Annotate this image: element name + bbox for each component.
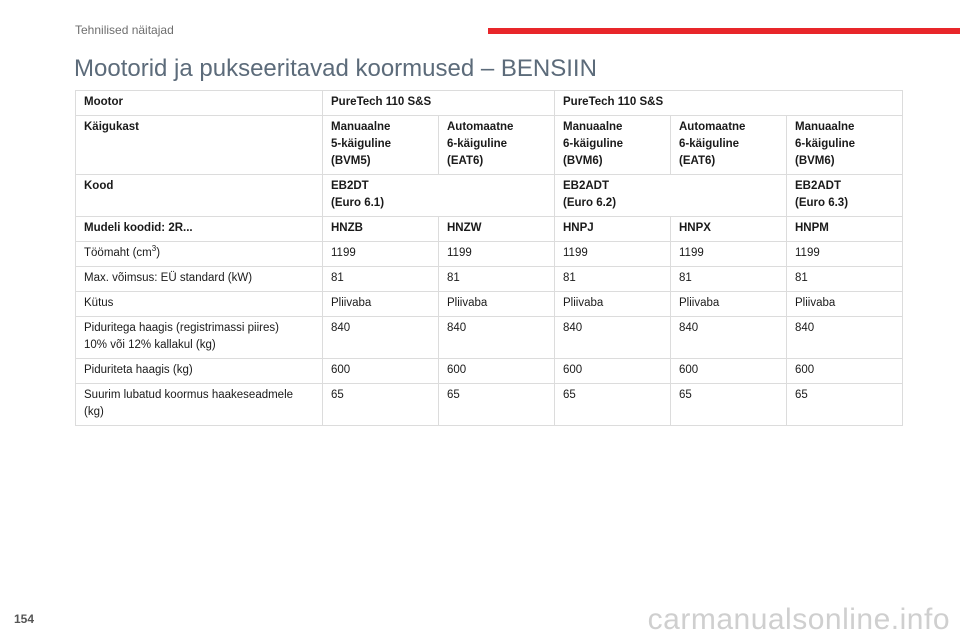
gearbox-value: Automaatne 6-käiguline (EAT6) — [671, 116, 787, 175]
table-row-code — [76, 175, 903, 217]
row-value: Pliivaba — [439, 292, 555, 317]
row-value: 65 — [323, 384, 439, 426]
model-value: HNZW — [439, 217, 555, 242]
row-value: 81 — [671, 267, 787, 292]
row-value: Pliivaba — [555, 292, 671, 317]
model-label: Mudeli koodid: 2R... — [76, 217, 323, 242]
code-value: EB2DT (Euro 6.1) — [323, 175, 555, 217]
gearbox-value: Manuaalne 6-käiguline (BVM6) — [787, 116, 903, 175]
table-row — [76, 292, 903, 317]
model-value: HNPX — [671, 217, 787, 242]
page-title: Mootorid ja pukseeritavad koormused – BENSIIN — [74, 55, 597, 82]
row-value: 65 — [787, 384, 903, 426]
row-value: 840 — [555, 317, 671, 359]
table-row-model — [76, 217, 903, 242]
displacement-value: 1199 — [439, 242, 555, 267]
row-label: Piduriteta haagis (kg) — [76, 359, 323, 384]
model-value: HNPJ — [555, 217, 671, 242]
row-value: 65 — [439, 384, 555, 426]
motor-value: PureTech 110 S&S — [555, 91, 903, 116]
row-value: 840 — [439, 317, 555, 359]
table-row — [76, 267, 903, 292]
row-value: Pliivaba — [671, 292, 787, 317]
row-value: 65 — [671, 384, 787, 426]
row-label: Kütus — [76, 292, 323, 317]
row-value: 65 — [555, 384, 671, 426]
row-label: Max. võimsus: EÜ standard (kW) — [76, 267, 323, 292]
table-row-displacement — [76, 242, 903, 267]
row-value: 600 — [787, 359, 903, 384]
model-value: HNZB — [323, 217, 439, 242]
row-value: 600 — [671, 359, 787, 384]
row-value: 600 — [555, 359, 671, 384]
table-row — [76, 317, 903, 359]
row-value: 81 — [555, 267, 671, 292]
row-value: Pliivaba — [787, 292, 903, 317]
displacement-value: 1199 — [787, 242, 903, 267]
row-value: 81 — [323, 267, 439, 292]
watermark: carmanualsonline.info — [647, 603, 950, 636]
displacement-value: 1199 — [671, 242, 787, 267]
spec-table — [75, 90, 903, 426]
gearbox-value: Manuaalne 6-käiguline (BVM6) — [555, 116, 671, 175]
row-label: Piduritega haagis (registrimassi piires) 10% või 12% kallakul (kg) — [76, 317, 323, 359]
row-label: Suurim lubatud koormus haakeseadmele (kg) — [76, 384, 323, 426]
accent-bar — [488, 28, 960, 34]
row-value: 81 — [439, 267, 555, 292]
section-header: Tehnilised näitajad — [75, 23, 174, 37]
displacement-value: 1199 — [555, 242, 671, 267]
row-value: 840 — [671, 317, 787, 359]
row-value: 81 — [787, 267, 903, 292]
code-value: EB2ADT (Euro 6.3) — [787, 175, 903, 217]
row-value: 600 — [439, 359, 555, 384]
row-value: 600 — [323, 359, 439, 384]
table-row-gearbox — [76, 116, 903, 175]
row-value: Pliivaba — [323, 292, 439, 317]
motor-label: Mootor — [76, 91, 323, 116]
displacement-label: Töömaht $(cm^3)$ — [76, 242, 323, 267]
gearbox-value: Manuaalne 5-käiguline (BVM5) — [323, 116, 439, 175]
code-label: Kood — [76, 175, 323, 217]
gearbox-label: Käigukast — [76, 116, 323, 175]
displacement-value: 1199 — [323, 242, 439, 267]
code-value: EB2ADT (Euro 6.2) — [555, 175, 787, 217]
table-row-motor — [76, 91, 903, 116]
row-value: 840 — [787, 317, 903, 359]
table-row — [76, 384, 903, 426]
page-number: 154 — [14, 612, 35, 626]
model-value: HNPM — [787, 217, 903, 242]
table-row — [76, 359, 903, 384]
row-value: 840 — [323, 317, 439, 359]
gearbox-value: Automaatne 6-käiguline (EAT6) — [439, 116, 555, 175]
motor-value: PureTech 110 S&S — [323, 91, 555, 116]
